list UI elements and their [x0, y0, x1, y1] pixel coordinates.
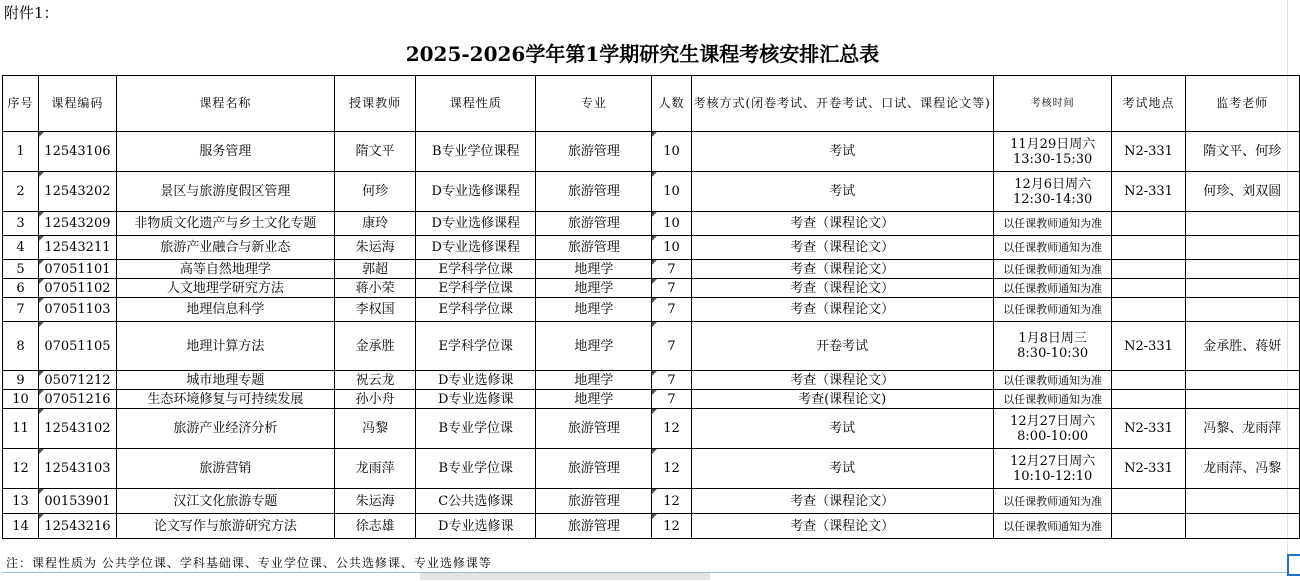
footnote: 注：课程性质为 公共学位课、学科基础课、专业学位课、公共选修课、专业选修课等 [2, 554, 1289, 573]
cell-place[interactable]: N2-331 [1112, 172, 1185, 212]
cell-no[interactable]: 7 [3, 298, 39, 322]
cell-name[interactable]: 景区与旅游度假区管理 [116, 172, 334, 212]
cell-no[interactable]: 6 [3, 279, 39, 298]
cell-count[interactable]: 10 [652, 236, 691, 260]
cell-code[interactable]: 07051102 [39, 279, 117, 298]
header-cell[interactable]: 课程性质 [416, 76, 536, 132]
cell-type[interactable]: D专业选修课程 [416, 236, 536, 260]
time-range: 13:30-15:30 [1013, 151, 1093, 167]
cell-place[interactable]: N2-331 [1112, 132, 1185, 172]
cell-code[interactable]: 07051216 [39, 390, 117, 409]
header-cell[interactable]: 考核时间 [993, 76, 1112, 132]
cell-count[interactable]: 12 [652, 449, 691, 489]
cell-place[interactable]: N2-331 [1112, 449, 1185, 489]
table-row [3, 260, 1300, 279]
cell-time[interactable] [993, 409, 1112, 449]
cell-code[interactable]: 07051101 [39, 260, 117, 279]
cell-code[interactable]: 12543211 [39, 236, 117, 260]
table-row [3, 390, 1300, 409]
cell-time[interactable]: 以任课教师通知为准 [993, 279, 1112, 298]
time-range: 12:30-14:30 [1013, 191, 1093, 207]
cell-count[interactable]: 7 [652, 371, 691, 390]
attachment-label: 附件1： [4, 4, 59, 22]
cell-name[interactable]: 服务管理 [116, 132, 334, 172]
cell-no[interactable]: 5 [3, 260, 39, 279]
cell-name[interactable]: 汉江文化旅游专题 [116, 489, 334, 514]
cell-count[interactable]: 12 [652, 489, 691, 514]
cell-method[interactable]: 考查（课程论文） [691, 514, 993, 539]
cell-place[interactable] [1112, 489, 1185, 514]
cell-count[interactable]: 10 [652, 172, 691, 212]
table-row [3, 449, 1300, 489]
cell-code[interactable]: 12543209 [39, 212, 117, 236]
cell-type[interactable]: B专业学位课 [416, 409, 536, 449]
cell-count[interactable]: 10 [652, 132, 691, 172]
cell-method[interactable]: 考查（课程论文） [691, 279, 993, 298]
cell-name[interactable]: 高等自然地理学 [116, 260, 334, 279]
cell-teacher[interactable]: 金承胜 [335, 322, 416, 371]
cell-time[interactable] [993, 172, 1112, 212]
cell-time[interactable]: 以任课教师通知为准 [993, 236, 1112, 260]
cell-type[interactable]: E学科学位课 [416, 298, 536, 322]
cell-place[interactable] [1112, 298, 1185, 322]
cell-name[interactable]: 城市地理专题 [116, 371, 334, 390]
cell-method[interactable]: 考查（课程论文） [691, 236, 993, 260]
cell-method[interactable]: 考查(课程论文) [691, 390, 993, 409]
cell-method[interactable]: 开卷考试 [691, 322, 993, 371]
cell-place[interactable] [1112, 390, 1185, 409]
cell-teacher[interactable]: 冯黎 [335, 409, 416, 449]
cell-teacher[interactable]: 郭超 [335, 260, 416, 279]
cell-proctor[interactable] [1185, 212, 1299, 236]
time-range: 8:00-10:00 [1017, 428, 1089, 444]
cell-place[interactable] [1112, 212, 1185, 236]
time-date: 1月8日周三 [1018, 331, 1087, 346]
cell-code[interactable]: 07051103 [39, 298, 117, 322]
cell-teacher[interactable]: 何珍 [335, 172, 416, 212]
cell-no[interactable]: 2 [3, 172, 39, 212]
cell-proctor[interactable]: 冯黎、龙雨萍 [1185, 409, 1299, 449]
cell-teacher[interactable]: 徐志雄 [335, 514, 416, 539]
cell-major[interactable]: 旅游管理 [536, 132, 652, 172]
time-date: 12月6日周六 [1014, 176, 1092, 192]
cell-place[interactable] [1112, 279, 1185, 298]
header-cell[interactable]: 授课教师 [335, 76, 416, 132]
cell-code[interactable]: 12543202 [39, 172, 117, 212]
header-cell[interactable]: 课程编码 [39, 76, 117, 132]
cell-place[interactable] [1112, 260, 1185, 279]
cell-type[interactable]: E学科学位课 [416, 279, 536, 298]
cell-teacher[interactable]: 孙小舟 [335, 390, 416, 409]
table-row [3, 212, 1300, 236]
cell-no[interactable]: 10 [3, 390, 39, 409]
table-row [3, 132, 1300, 172]
cell-no[interactable]: 11 [3, 409, 39, 449]
cell-code[interactable]: 12543106 [39, 132, 117, 172]
cell-proctor[interactable] [1185, 260, 1299, 279]
cell-method[interactable]: 考查（课程论文） [691, 298, 993, 322]
table-row [3, 371, 1300, 390]
cell-no[interactable]: 14 [3, 514, 39, 539]
cell-proctor[interactable] [1185, 236, 1299, 260]
header-row [3, 76, 1300, 132]
cell-count[interactable]: 7 [652, 260, 691, 279]
cell-proctor[interactable]: 金承胜、蒋妍 [1185, 322, 1299, 371]
cell-method[interactable]: 考试 [691, 132, 993, 172]
cell-no[interactable]: 12 [3, 449, 39, 489]
cell-name[interactable]: 旅游产业经济分析 [116, 409, 334, 449]
cell-type[interactable]: D专业选修课 [416, 371, 536, 390]
table-row [3, 236, 1300, 260]
cell-count[interactable]: 10 [652, 212, 691, 236]
cell-type[interactable]: B专业学位课 [416, 449, 536, 489]
table-row [3, 172, 1300, 212]
cell-method[interactable]: 考试 [691, 409, 993, 449]
cell-count[interactable]: 12 [652, 409, 691, 449]
cell-major[interactable]: 旅游管理 [536, 449, 652, 489]
cell-major[interactable]: 地理学 [536, 298, 652, 322]
cell-proctor[interactable] [1185, 371, 1299, 390]
cell-major[interactable]: 旅游管理 [536, 489, 652, 514]
cell-time[interactable]: 以任课教师通知为准 [993, 371, 1112, 390]
schedule-table [2, 75, 1300, 539]
cell-major[interactable]: 地理学 [536, 260, 652, 279]
cell-count[interactable]: 7 [652, 279, 691, 298]
cell-place[interactable] [1112, 514, 1185, 539]
cell-count[interactable]: 7 [652, 390, 691, 409]
cell-major[interactable]: 旅游管理 [536, 409, 652, 449]
cell-time[interactable] [993, 449, 1112, 489]
cell-time[interactable]: 以任课教师通知为准 [993, 260, 1112, 279]
cell-major[interactable]: 旅游管理 [536, 212, 652, 236]
cell-type[interactable]: E学科学位课 [416, 322, 536, 371]
selected-cell[interactable] [1287, 554, 1300, 576]
cell-method[interactable]: 考查（课程论文） [691, 260, 993, 279]
cell-teacher[interactable]: 祝云龙 [335, 371, 416, 390]
cell-time[interactable]: 以任课教师通知为准 [993, 212, 1112, 236]
cell-type[interactable]: D专业选修课程 [416, 172, 536, 212]
cell-code[interactable]: 12543216 [39, 514, 117, 539]
cell-count[interactable]: 7 [652, 322, 691, 371]
table-row [3, 298, 1300, 322]
cell-major[interactable]: 地理学 [536, 322, 652, 371]
cell-method[interactable]: 考试 [691, 449, 993, 489]
cell-name[interactable]: 地理计算方法 [116, 322, 334, 371]
cell-time[interactable]: 以任课教师通知为准 [993, 390, 1112, 409]
cell-time[interactable] [993, 132, 1112, 172]
cell-method[interactable]: 考查（课程论文） [691, 371, 993, 390]
header-cell[interactable]: 考核方式(闭卷考试、开卷考试、口试、课程论文等) [691, 76, 993, 132]
cell-place[interactable] [1112, 371, 1185, 390]
cell-method[interactable]: 考试 [691, 172, 993, 212]
cell-proctor[interactable]: 隋文平、何珍 [1185, 132, 1299, 172]
table-row [3, 409, 1300, 449]
cell-no[interactable]: 1 [3, 132, 39, 172]
cell-teacher[interactable]: 李权国 [335, 298, 416, 322]
cell-code[interactable]: 00153901 [39, 489, 117, 514]
cell-proctor[interactable]: 龙雨萍、冯黎 [1185, 449, 1299, 489]
cell-code[interactable]: 12543102 [39, 409, 117, 449]
cell-code[interactable]: 05071212 [39, 371, 117, 390]
cell-teacher[interactable]: 蒋小荣 [335, 279, 416, 298]
cell-count[interactable]: 12 [652, 514, 691, 539]
cell-count[interactable]: 7 [652, 298, 691, 322]
cell-teacher[interactable]: 隋文平 [335, 132, 416, 172]
header-cell[interactable]: 专业 [536, 76, 652, 132]
cell-time[interactable]: 以任课教师通知为准 [993, 298, 1112, 322]
cell-type[interactable]: D专业选修课 [416, 390, 536, 409]
cell-place[interactable]: N2-331 [1112, 409, 1185, 449]
cell-place[interactable] [1112, 236, 1185, 260]
cell-teacher[interactable]: 康玲 [335, 212, 416, 236]
header-cell[interactable]: 考试地点 [1112, 76, 1185, 132]
table-row [3, 322, 1300, 371]
header-cell[interactable]: 监考老师 [1185, 76, 1299, 132]
cell-no[interactable]: 13 [3, 489, 39, 514]
cell-proctor[interactable] [1185, 390, 1299, 409]
horizontal-scrollbar[interactable] [420, 573, 710, 580]
time-date: 12月27日周六 [1010, 413, 1096, 429]
cell-type[interactable]: D专业选修课程 [416, 212, 536, 236]
time-date: 12月27日周六 [1010, 453, 1096, 469]
cell-name[interactable]: 非物质文化遗产与乡土文化专题 [116, 212, 334, 236]
table-row [3, 514, 1300, 539]
cell-place[interactable]: N2-331 [1112, 322, 1185, 371]
cell-name[interactable]: 旅游产业融合与新业态 [116, 236, 334, 260]
cell-type[interactable]: E学科学位课 [416, 260, 536, 279]
cell-teacher[interactable]: 龙雨萍 [335, 449, 416, 489]
cell-name[interactable]: 地理信息科学 [116, 298, 334, 322]
cell-major[interactable]: 地理学 [536, 371, 652, 390]
cell-no[interactable]: 4 [3, 236, 39, 260]
cell-time[interactable]: 以任课教师通知为准 [993, 514, 1112, 539]
cell-code[interactable]: 12543103 [39, 449, 117, 489]
cell-method[interactable]: 考查（课程论文） [691, 489, 993, 514]
cell-name[interactable]: 生态环境修复与可持续发展 [116, 390, 334, 409]
cell-proctor[interactable] [1185, 489, 1299, 514]
cell-major[interactable]: 地理学 [536, 390, 652, 409]
cell-proctor[interactable]: 何珍、刘双圆 [1185, 172, 1299, 212]
cell-code[interactable]: 07051105 [39, 322, 117, 371]
cell-proctor[interactable] [1185, 298, 1299, 322]
cell-major[interactable]: 旅游管理 [536, 236, 652, 260]
cell-type[interactable]: D专业选修课 [416, 514, 536, 539]
cell-major[interactable]: 旅游管理 [536, 172, 652, 212]
table-row [3, 489, 1300, 514]
cell-no[interactable]: 8 [3, 322, 39, 371]
time-range: 10:10-12:10 [1013, 468, 1093, 484]
cell-time[interactable] [993, 322, 1112, 371]
header-cell[interactable]: 课程名称 [116, 76, 334, 132]
page-title: 2025-2026学年第1学期研究生课程考核安排汇总表 [405, 42, 880, 66]
cell-type[interactable]: B专业学位课程 [416, 132, 536, 172]
cell-major[interactable]: 地理学 [536, 279, 652, 298]
cell-teacher[interactable]: 朱运海 [335, 236, 416, 260]
time-range: 8:30-10:30 [1017, 346, 1089, 361]
cell-type[interactable]: C公共选修课 [416, 489, 536, 514]
cell-name[interactable]: 旅游营销 [116, 449, 334, 489]
cell-proctor[interactable] [1185, 279, 1299, 298]
cell-teacher[interactable]: 朱运海 [335, 489, 416, 514]
cell-name[interactable]: 论文写作与旅游研究方法 [116, 514, 334, 539]
header-cell[interactable]: 人数 [652, 76, 691, 132]
cell-name[interactable]: 人文地理学研究方法 [116, 279, 334, 298]
table-row [3, 279, 1300, 298]
header-cell[interactable]: 序号 [3, 76, 39, 132]
cell-method[interactable]: 考查（课程论文） [691, 212, 993, 236]
cell-proctor[interactable] [1185, 514, 1299, 539]
cell-no[interactable]: 9 [3, 371, 39, 390]
cell-time[interactable]: 以任课教师通知为准 [993, 489, 1112, 514]
cell-no[interactable]: 3 [3, 212, 39, 236]
time-date: 11月29日周六 [1010, 136, 1096, 152]
cell-major[interactable]: 旅游管理 [536, 514, 652, 539]
